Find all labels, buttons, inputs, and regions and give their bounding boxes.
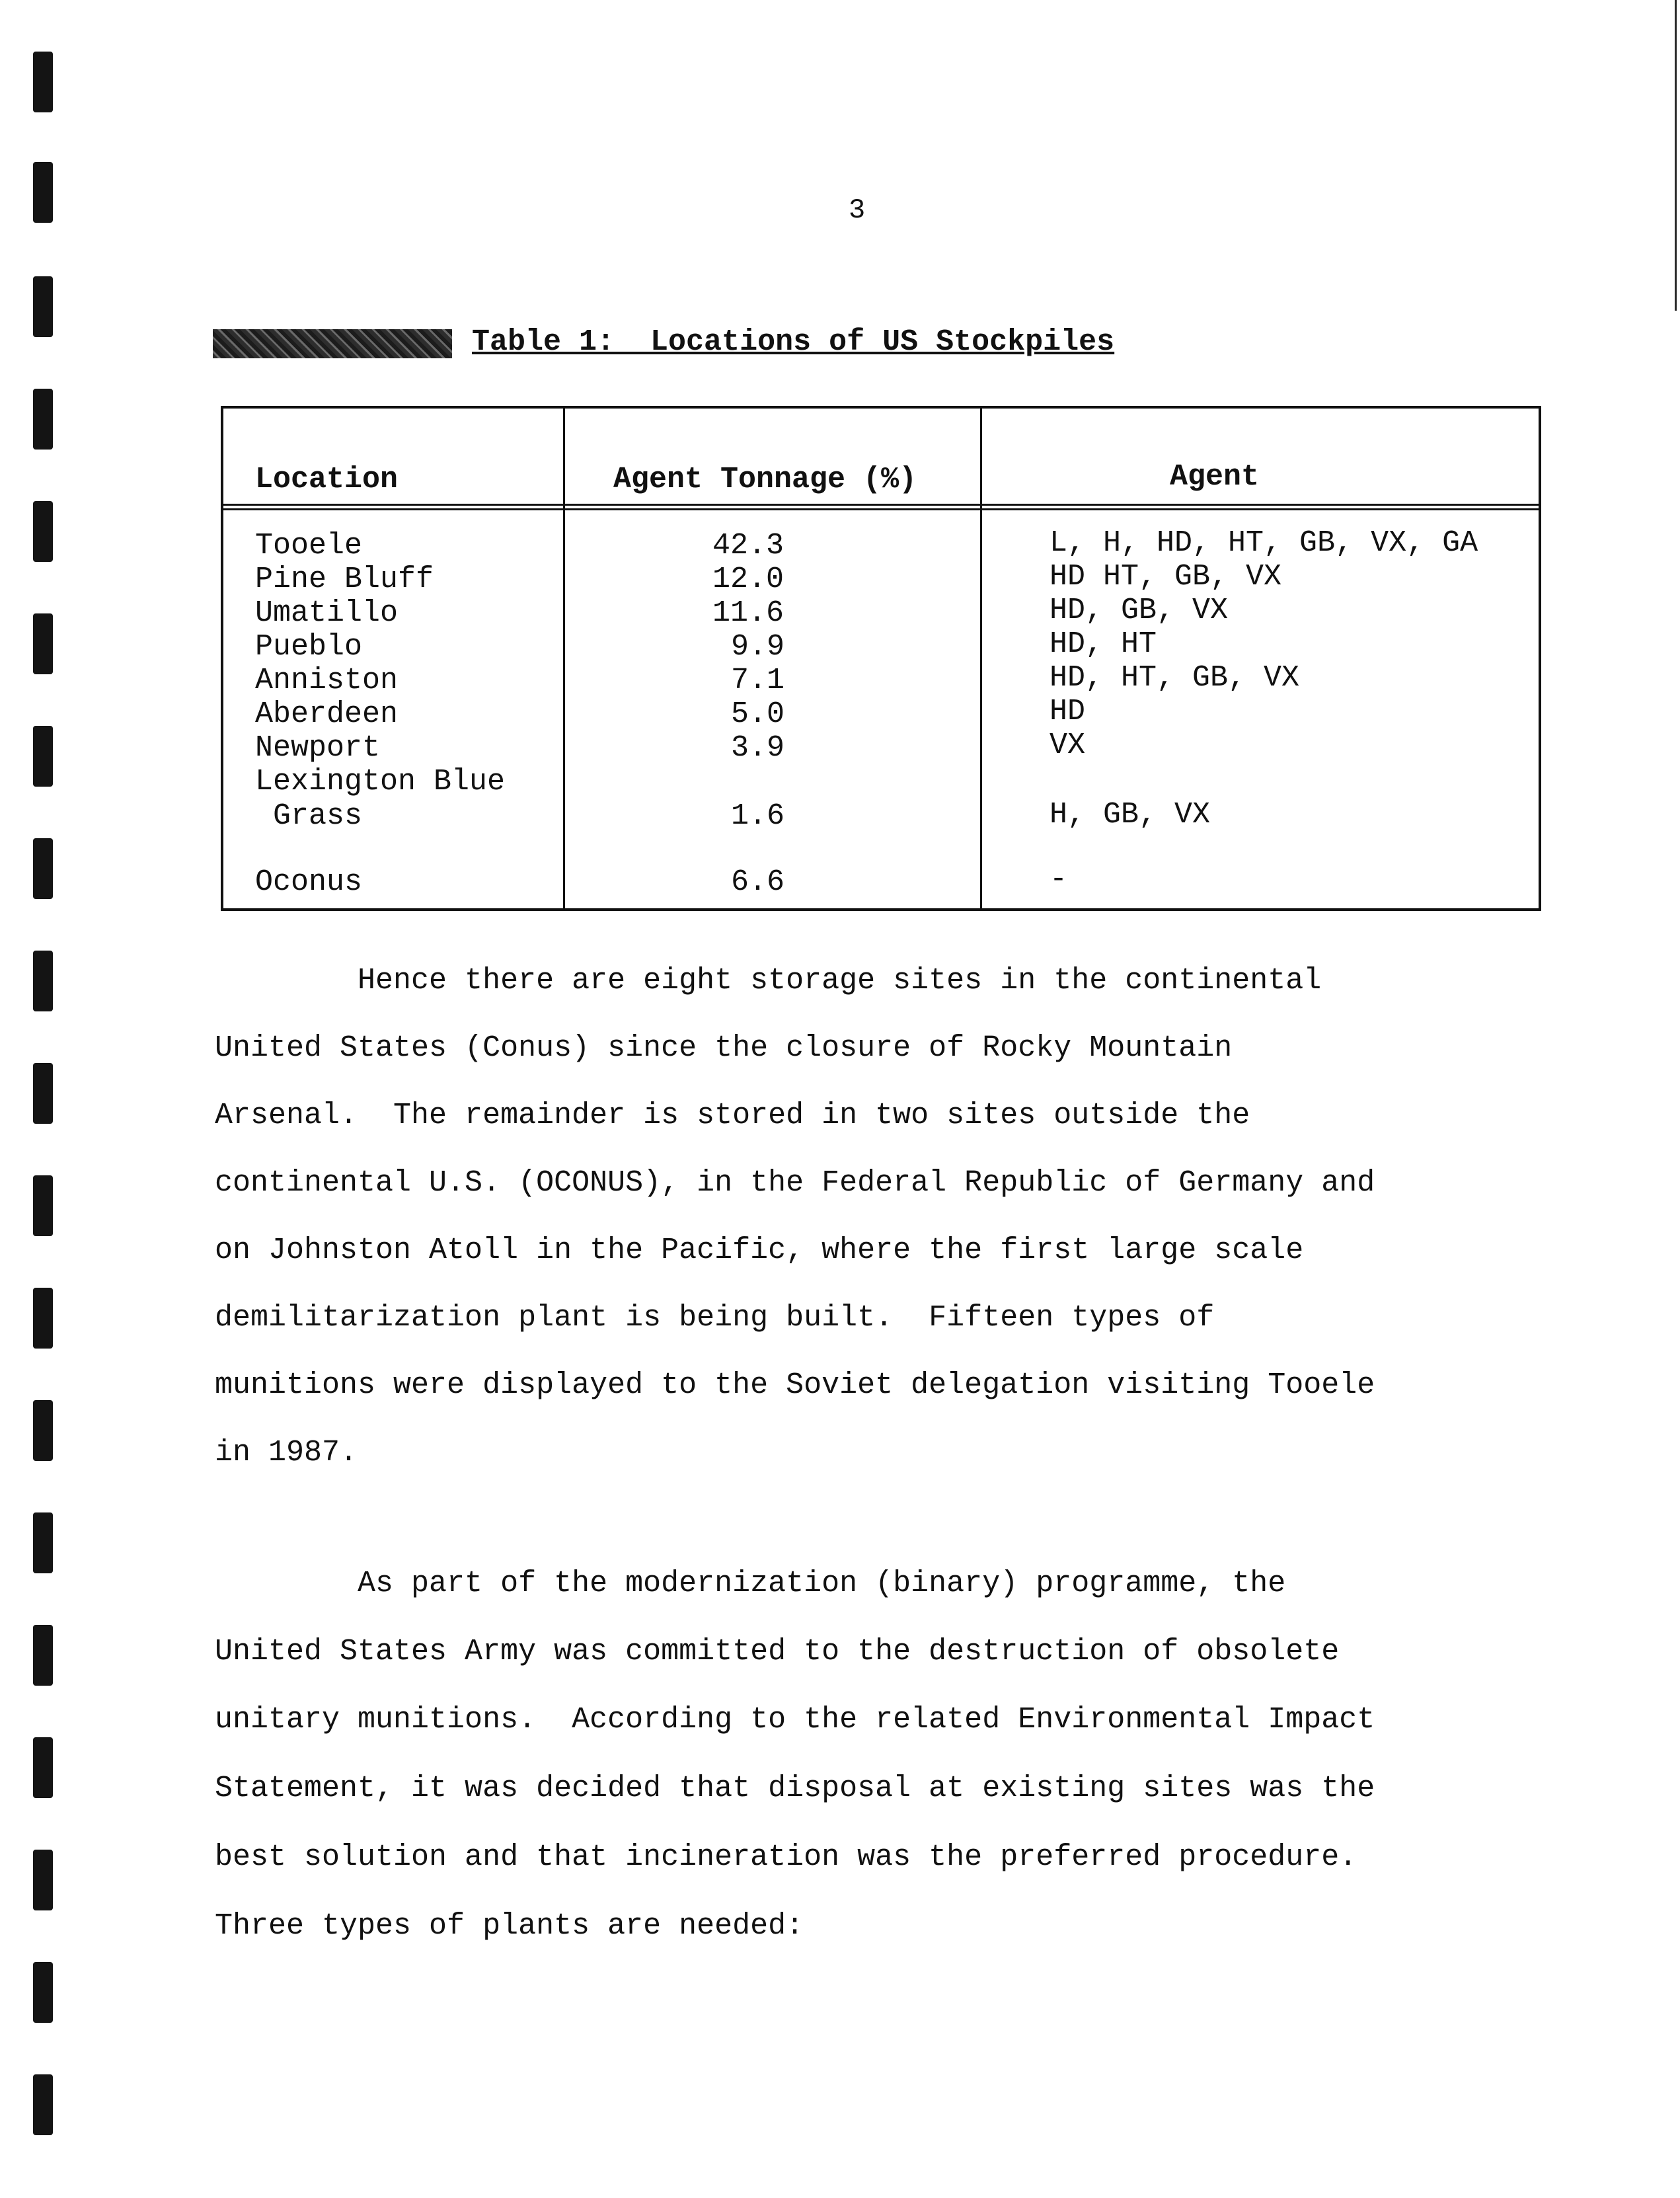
cell-agent: HD xyxy=(1050,695,1086,728)
redaction-block xyxy=(213,329,452,358)
paragraph-line: demilitarization plant is being built. Fifteen types of xyxy=(215,1301,1215,1335)
punch-mark xyxy=(33,838,53,899)
cell-location: Lexington Blue Grass xyxy=(255,765,506,833)
paragraph-line: Hence there are eight storage sites in the continental xyxy=(215,964,1322,998)
column-header-agent: Agent xyxy=(1170,460,1260,494)
punch-mark xyxy=(33,162,53,223)
cell-tonnage: 7.1 xyxy=(731,664,785,697)
punch-mark xyxy=(33,1962,53,2023)
cell-agent: - xyxy=(1050,863,1068,896)
column-divider xyxy=(980,409,982,908)
cell-agent: H, GB, VX xyxy=(1050,798,1211,832)
column-header-tonnage: Agent Tonnage (%) xyxy=(613,463,917,496)
column-divider xyxy=(563,409,565,908)
cell-location: Newport xyxy=(255,731,381,765)
punch-mark xyxy=(33,1063,53,1124)
cell-tonnage: 1.6 xyxy=(731,799,785,833)
paragraph-line: best solution and that incineration was the preferred procedure. xyxy=(215,1840,1357,1874)
punch-mark xyxy=(33,1175,53,1236)
cell-tonnage: 9.9 xyxy=(731,630,785,664)
cell-tonnage: 5.0 xyxy=(731,697,785,731)
cell-agent: HD, GB, VX xyxy=(1050,594,1229,627)
header-rule xyxy=(223,504,1539,510)
cell-agent: VX xyxy=(1050,728,1086,762)
cell-location: Oconus xyxy=(255,865,363,899)
punch-mark xyxy=(33,276,53,337)
cell-location: Anniston xyxy=(255,664,399,697)
punch-mark xyxy=(33,726,53,787)
punch-mark xyxy=(33,951,53,1011)
cell-tonnage: 6.6 xyxy=(731,865,785,899)
punch-mark xyxy=(33,1400,53,1461)
paragraph-line: United States (Conus) since the closure of Rocky Mountain xyxy=(215,1031,1233,1065)
cell-location: Pueblo xyxy=(255,630,363,664)
page-number: 3 xyxy=(849,194,866,226)
paragraph-line: on Johnston Atoll in the Pacific, where the first large scale xyxy=(215,1234,1304,1267)
cell-agent: HD, HT xyxy=(1050,627,1157,661)
paragraph-line: Three types of plants are needed: xyxy=(215,1909,804,1943)
paragraph-line: Arsenal. The remainder is stored in two sites outside the xyxy=(215,1099,1250,1132)
cell-tonnage: 12.0 xyxy=(712,563,784,596)
punch-mark xyxy=(33,1850,53,1910)
page-edge-mark xyxy=(1675,0,1677,311)
paragraph-line: Statement, it was decided that disposal at existing sites was the xyxy=(215,1772,1375,1805)
table-title: Table 1: Locations of US Stockpiles xyxy=(472,325,1115,359)
cell-location: Aberdeen xyxy=(255,697,399,731)
cell-location: Umatillo xyxy=(255,596,399,630)
paragraph-line: in 1987. xyxy=(215,1436,358,1470)
cell-tonnage: 11.6 xyxy=(712,596,784,630)
punch-mark xyxy=(33,1625,53,1686)
cell-tonnage: 3.9 xyxy=(731,731,785,765)
cell-tonnage: 42.3 xyxy=(712,529,784,563)
cell-agent: HD HT, GB, VX xyxy=(1050,560,1282,594)
punch-mark xyxy=(33,52,53,112)
punch-mark xyxy=(33,1737,53,1798)
punch-mark xyxy=(33,1512,53,1573)
punch-mark xyxy=(33,2074,53,2135)
cell-location: Pine Bluff xyxy=(255,563,434,596)
paragraph-line: munitions were displayed to the Soviet delegation visiting Tooele xyxy=(215,1368,1375,1402)
punch-mark xyxy=(33,1288,53,1349)
paragraph-line: United States Army was committed to the destruction of obsolete xyxy=(215,1635,1340,1668)
cell-agent: L, H, HD, HT, GB, VX, GA xyxy=(1050,526,1478,560)
column-header-location: Location xyxy=(255,463,399,496)
stockpile-table xyxy=(221,406,1541,911)
paragraph-line: As part of the modernization (binary) programme, the xyxy=(215,1567,1286,1600)
paragraph-line: continental U.S. (OCONUS), in the Federal Republic of Germany and xyxy=(215,1166,1375,1200)
punch-mark xyxy=(33,613,53,674)
punch-mark xyxy=(33,501,53,562)
cell-location: Tooele xyxy=(255,529,363,563)
cell-agent: HD, HT, GB, VX xyxy=(1050,661,1300,695)
punch-mark xyxy=(33,389,53,450)
paragraph-line: unitary munitions. According to the related Environmental Impact xyxy=(215,1703,1375,1737)
